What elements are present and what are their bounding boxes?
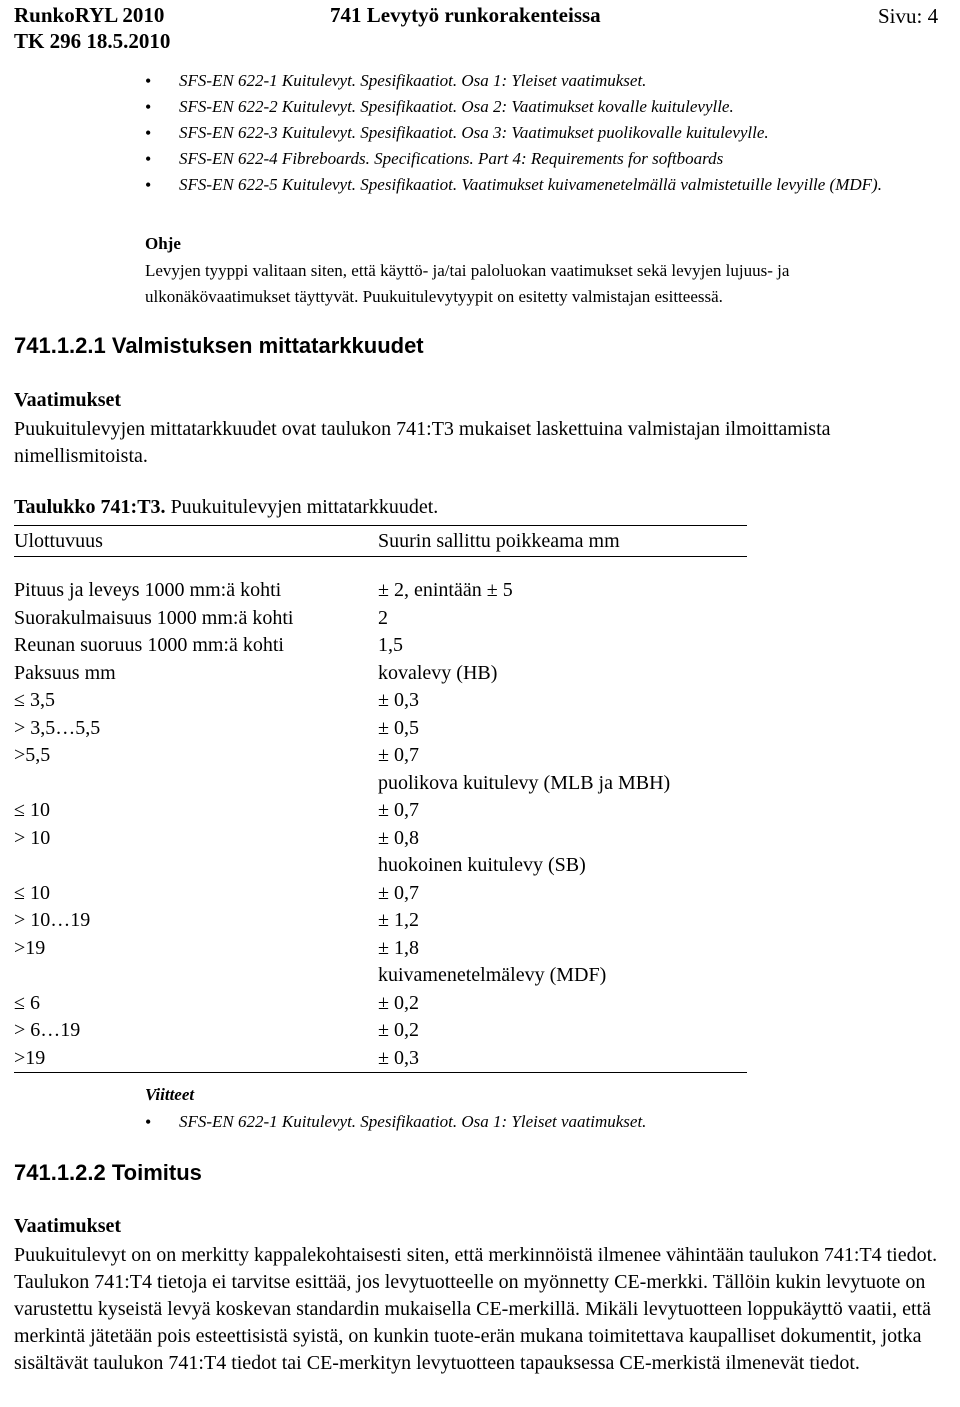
tolerance-table <box>14 525 747 1073</box>
table-cell: ± 2, enintään ± 5 <box>378 579 513 601</box>
table-row <box>14 1045 747 1074</box>
header-page-number: Sivu: 4 <box>878 4 939 28</box>
guidance-title: Ohje <box>145 234 181 253</box>
table-row <box>14 660 747 688</box>
table-cell: Reunan suoruus 1000 mm:ä kohti <box>14 634 284 656</box>
table-row <box>14 687 747 715</box>
table-row <box>14 577 747 605</box>
table-header-row <box>14 525 747 557</box>
table-row <box>14 825 747 853</box>
table-caption <box>14 496 438 519</box>
table-cell <box>14 962 378 990</box>
table-cell: huokoinen kuitulevy (SB) <box>378 854 586 876</box>
table-row <box>14 880 747 908</box>
standards-list-item: • SFS-EN 622-5 Kuitulevyt. Spesifikaatiot. Vaatimukset kuivamenetelmällä valmistetuille levyille (MDF). <box>145 172 945 198</box>
table-header-dimension: Ulottuvuus <box>14 530 103 552</box>
table-cell <box>14 770 378 798</box>
table-cell: Suorakulmaisuus 1000 mm:ä kohti <box>14 606 294 629</box>
standards-list-item: • SFS-EN 622-3 Kuitulevyt. Spesifikaatiot. Osa 3: Vaatimukset puolikovalle kuitulevylle. <box>145 120 945 146</box>
table-row <box>14 742 747 770</box>
table-cell: ± 0,2 <box>378 991 419 1014</box>
standards-list <box>145 68 945 198</box>
table-cell: kuivamenetelmälevy (MDF) <box>378 964 607 986</box>
delivery-requirements-text: Puukuitulevyt on on merkitty kappalekohtaisesti siten, että merkinnöistä ilmenee vähintään taulukon 741:T4 tiedot. Taulukon 741:T4 tietoja ei tarvitse esittää, jos levytuotteelle on myönnetty CE-merkki. Tällöin kukin levytuote on varustettu kyseistä levyä koskevan standardin mukaisella CE-merkillä. Mikäli levytuotteen loppukäyttö vaatii, että merkintä jätetään pois esteettisistä syistä, on kunkin tuote-erän mukana toimitettava kaupalliset dokumentit, jotka sisältävät taulukon 741:T4 tiedot tai CE-merkityn levytuotteen tapauksessa CE-merkistä ilmenevät tiedot. <box>14 1244 938 1374</box>
table-cell: ± 1,8 <box>378 936 419 959</box>
table-cell: ± 0,3 <box>378 1046 419 1069</box>
table-cell: > 10 <box>14 826 51 849</box>
table-cell: ± 0,2 <box>378 1019 419 1041</box>
table-row <box>14 1017 747 1045</box>
table-row <box>14 990 747 1018</box>
section-heading-dimensional-accuracy: 741.1.2.1 Valmistuksen mittatarkkuudet <box>14 333 424 358</box>
table-cell: 2 <box>378 606 388 629</box>
header-doc-date: TK 296 18.5.2010 <box>14 29 171 53</box>
table-cell: Paksuus mm <box>14 661 116 684</box>
table-row <box>14 770 747 798</box>
requirements-text: Puukuitulevyjen mittatarkkuudet ovat taulukon 741:T3 mukaiset laskettuina valmistajan ilmoittamista nimellismitoista. <box>14 418 831 467</box>
table-row <box>14 935 747 963</box>
table-cell: >19 <box>14 1046 46 1069</box>
table-cell: ± 0,7 <box>378 799 419 821</box>
table-cell: ± 1,2 <box>378 909 419 931</box>
references-list <box>145 1109 945 1135</box>
table-row <box>14 962 747 990</box>
table-cell: ≤ 10 <box>14 799 50 821</box>
header-doc-title: RunkoRYL 2010 <box>14 3 165 27</box>
standards-list-item: • SFS-EN 622-4 Fibreboards. Specifications. Part 4: Requirements for softboards <box>145 146 945 172</box>
standards-list-item: • SFS-EN 622-1 Kuitulevyt. Spesifikaatiot. Osa 1: Yleiset vaatimukset. <box>145 68 945 94</box>
table-cell: ≤ 3,5 <box>14 689 55 711</box>
header-doc-id <box>14 2 170 54</box>
table-cell <box>14 852 378 880</box>
table-cell: ≤ 10 <box>14 881 50 904</box>
table-cell: 1,5 <box>378 634 403 656</box>
table-cell: ± 0,7 <box>378 881 419 904</box>
table-cell: >5,5 <box>14 744 51 766</box>
table-row <box>14 797 747 825</box>
table-cell: kovalevy (HB) <box>378 661 498 684</box>
header-chapter-title: 741 Levytyö runkorakenteissa <box>330 3 601 27</box>
table-cell: ± 0,5 <box>378 716 419 739</box>
table-cell: > 6…19 <box>14 1019 81 1041</box>
references-title: Viitteet <box>145 1085 195 1104</box>
delivery-requirements-subheading: Vaatimukset <box>14 1215 122 1237</box>
table-cell: ± 0,3 <box>378 689 419 711</box>
table-cell: ± 0,8 <box>378 826 419 849</box>
references-list-item: • SFS-EN 622-1 Kuitulevyt. Spesifikaatiot. Osa 1: Yleiset vaatimukset. <box>145 1109 945 1135</box>
table-caption-text: Puukuitulevyjen mittatarkkuudet. <box>165 496 439 518</box>
standards-list-item: • SFS-EN 622-2 Kuitulevyt. Spesifikaatiot. Osa 2: Vaatimukset kovalle kuitulevylle. <box>145 94 945 120</box>
guidance-text: Levyjen tyyppi valitaan siten, että käyttö- ja/tai paloluokan vaatimukset sekä levyjen lujuus- ja ulkonäkövaatimukset täyttyvät. Puukuitulevytyypit on esitetty valmistajan esitteessä. <box>145 261 790 306</box>
table-row <box>14 852 747 880</box>
section-heading-delivery: 741.1.2.2 Toimitus <box>14 1160 202 1185</box>
table-header-deviation: Suurin sallittu poikkeama mm <box>378 530 620 552</box>
table-cell: > 3,5…5,5 <box>14 716 101 739</box>
table-row <box>14 907 747 935</box>
table-cell: ≤ 6 <box>14 991 40 1014</box>
requirements-subheading: Vaatimukset <box>14 389 122 411</box>
table-cell: Pituus ja leveys 1000 mm:ä kohti <box>14 579 282 601</box>
table-caption-number: Taulukko 741:T3. <box>14 496 166 518</box>
table-row <box>14 715 747 743</box>
table-cell: > 10…19 <box>14 909 91 931</box>
table-row <box>14 605 747 633</box>
table-cell: ± 0,7 <box>378 744 419 766</box>
table-cell: puolikova kuitulevy (MLB ja MBH) <box>378 771 671 794</box>
table-row <box>14 632 747 660</box>
table-cell: >19 <box>14 936 46 959</box>
